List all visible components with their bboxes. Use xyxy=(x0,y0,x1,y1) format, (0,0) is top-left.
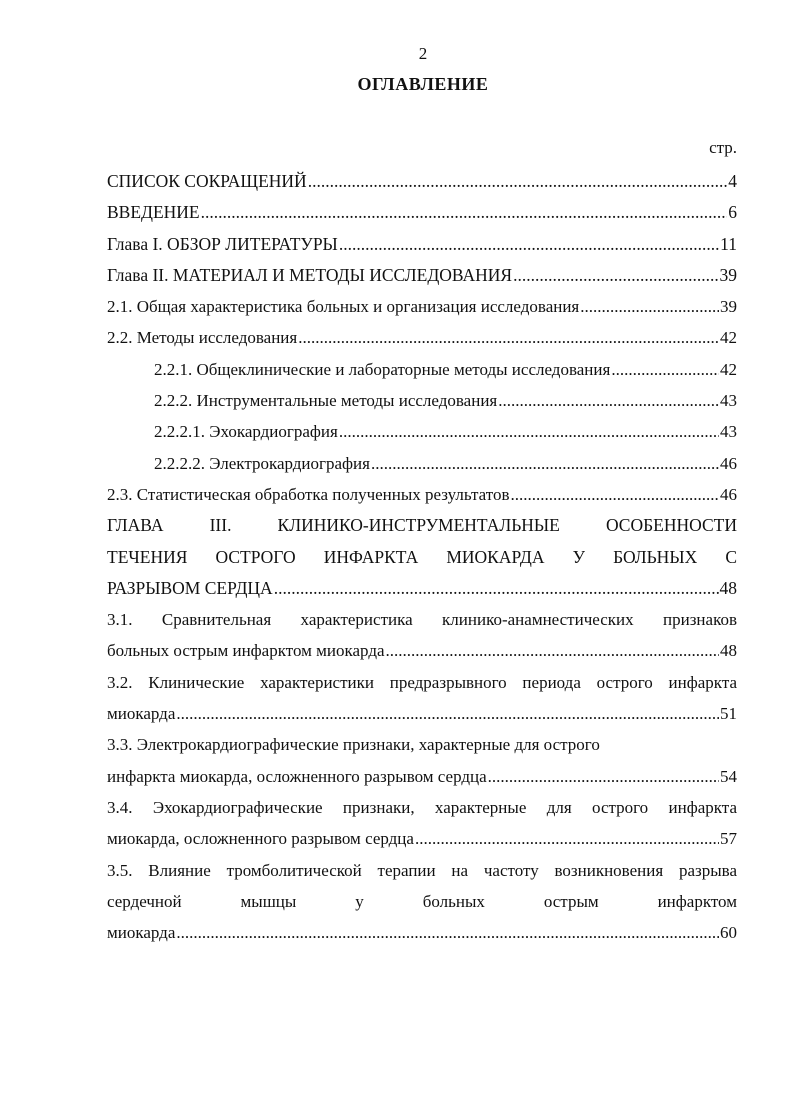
page-number: 2 xyxy=(418,44,428,63)
toc-entry-page: 54 xyxy=(720,766,737,786)
toc-entry-title: 2.1. Общая характеристика больных и организация исследования xyxy=(107,297,580,317)
table-of-contents xyxy=(107,166,737,948)
toc-entry-page: 46 xyxy=(720,453,737,473)
toc-entry-title: 2.2. Методы исследования xyxy=(107,328,298,348)
toc-entry-page: 11 xyxy=(720,233,737,254)
toc-entry-title: Глава II. МАТЕРИАЛ И МЕТОДЫ ИССЛЕДОВАНИЯ xyxy=(107,264,513,285)
toc-entry-3-3-line-1[interactable] xyxy=(107,729,737,760)
toc-entry-2-2-2-2[interactable] xyxy=(107,448,737,479)
toc-entry-page: 48 xyxy=(720,641,737,661)
toc-entry-3-5-line-2[interactable]: сердечной мышцы у больных острым инфарктом xyxy=(107,891,737,911)
toc-entry-page: 48 xyxy=(719,577,737,598)
toc-leader-dots xyxy=(513,260,718,291)
toc-leader-dots xyxy=(510,479,719,510)
toc-entry-title: больных острым инфарктом миокарда xyxy=(107,641,385,661)
toc-entry-title: миокарда xyxy=(107,923,176,943)
toc-entry-page: 46 xyxy=(720,484,737,504)
toc-entry-page: 4 xyxy=(728,171,737,191)
toc-entry-3-3-line-2[interactable] xyxy=(107,761,737,792)
toc-entry-page: 60 xyxy=(720,923,737,943)
toc-entry-3-2-line-1[interactable]: 3.2. Клинические характеристики предразрывного периода острого инфаркта xyxy=(107,672,737,692)
toc-entry-page: 57 xyxy=(720,829,737,849)
toc-entry-title: миокарда, осложненного разрывом сердца xyxy=(107,829,414,849)
toc-leader-dots xyxy=(339,229,719,260)
toc-entry-2-1[interactable] xyxy=(107,291,737,322)
toc-entry-3-1-line-1[interactable]: 3.1. Сравнительная характеристика клинико-анамнестических признаков xyxy=(107,610,737,630)
toc-entry-3-4-line-1[interactable]: 3.4. Эхокардиографические признаки, характерные для острого инфаркта xyxy=(107,797,737,817)
toc-leader-dots xyxy=(308,166,728,197)
toc-entry-3-5-line-1[interactable]: 3.5. Влияние тромболитической терапии на частоту возникновения разрыва xyxy=(107,860,737,880)
page-title: ОГЛАВЛЕНИЕ xyxy=(357,74,489,94)
toc-entry-title: РАЗРЫВОМ СЕРДЦА xyxy=(107,577,273,598)
toc-entry-page: 42 xyxy=(720,359,737,379)
toc-entry-page: 39 xyxy=(719,264,737,285)
toc-entry-title: 2.3. Статистическая обработка полученных результатов xyxy=(107,484,510,504)
toc-entry-title: ВВЕДЕНИЕ xyxy=(107,202,200,223)
toc-entry-abbreviations[interactable] xyxy=(107,166,737,197)
toc-entry-title: СПИСОК СОКРАЩЕНИЙ xyxy=(107,171,307,191)
toc-leader-dots xyxy=(176,917,719,948)
toc-entry-2-2-1[interactable] xyxy=(107,354,737,385)
toc-entry-3-4-line-2[interactable] xyxy=(107,823,737,854)
toc-entry-title: миокарда xyxy=(107,704,176,724)
toc-entry-title: 2.2.1. Общеклинические и лабораторные методы исследования xyxy=(154,359,611,379)
toc-entry-page: 43 xyxy=(720,391,737,411)
toc-entry-2-2-2[interactable] xyxy=(107,385,737,416)
toc-entry-page: 43 xyxy=(720,422,737,442)
toc-entry-title: 3.3. Электрокардиографические признаки, характерные для острого xyxy=(107,735,600,755)
toc-leader-dots xyxy=(611,354,719,385)
toc-entry-title: инфаркта миокарда, осложненного разрывом сердца xyxy=(107,766,487,786)
toc-entry-page: 6 xyxy=(728,202,737,223)
toc-entry-3-5-line-3[interactable] xyxy=(107,917,737,948)
toc-entry-title: Глава I. ОБЗОР ЛИТЕРАТУРЫ xyxy=(107,233,338,254)
toc-leader-dots xyxy=(339,416,719,447)
toc-leader-dots xyxy=(176,698,719,729)
toc-entry-chapter-3-line-1[interactable]: ГЛАВА III. КЛИНИКО-ИНСТРУМЕНТАЛЬНЫЕ ОСОБЕННОСТИ xyxy=(107,515,737,536)
toc-leader-dots xyxy=(415,823,719,854)
toc-leader-dots xyxy=(488,761,719,792)
toc-entry-title: 2.2.2.2. Электрокардиография xyxy=(154,453,370,473)
toc-entry-3-1-line-2[interactable] xyxy=(107,635,737,666)
toc-leader-dots xyxy=(274,573,719,604)
page-column-header: стр. xyxy=(709,138,737,157)
toc-entry-chapter-3-line-3[interactable] xyxy=(107,573,737,604)
toc-entry-page: 39 xyxy=(720,297,737,317)
toc-entry-introduction[interactable] xyxy=(107,197,737,228)
toc-leader-dots xyxy=(298,322,719,353)
toc-entry-2-3[interactable] xyxy=(107,479,737,510)
toc-entry-title: 2.2.2. Инструментальные методы исследования xyxy=(154,391,498,411)
toc-entry-page: 51 xyxy=(720,704,737,724)
toc-entry-2-2[interactable] xyxy=(107,322,737,353)
toc-entry-2-2-2-1[interactable] xyxy=(107,416,737,447)
toc-entry-page: 42 xyxy=(720,328,737,348)
toc-entry-chapter-2[interactable] xyxy=(107,260,737,291)
toc-leader-dots xyxy=(580,291,719,322)
toc-entry-3-2-line-2[interactable] xyxy=(107,698,737,729)
toc-leader-dots xyxy=(201,197,728,228)
toc-entry-title: 2.2.2.1. Эхокардиография xyxy=(154,422,338,442)
toc-leader-dots xyxy=(386,635,719,666)
toc-entry-chapter-1[interactable] xyxy=(107,229,737,260)
toc-entry-chapter-3-line-2[interactable]: ТЕЧЕНИЯ ОСТРОГО ИНФАРКТА МИОКАРДА У БОЛЬНЫХ С xyxy=(107,546,737,567)
toc-leader-dots xyxy=(498,385,719,416)
toc-leader-dots xyxy=(371,448,719,479)
